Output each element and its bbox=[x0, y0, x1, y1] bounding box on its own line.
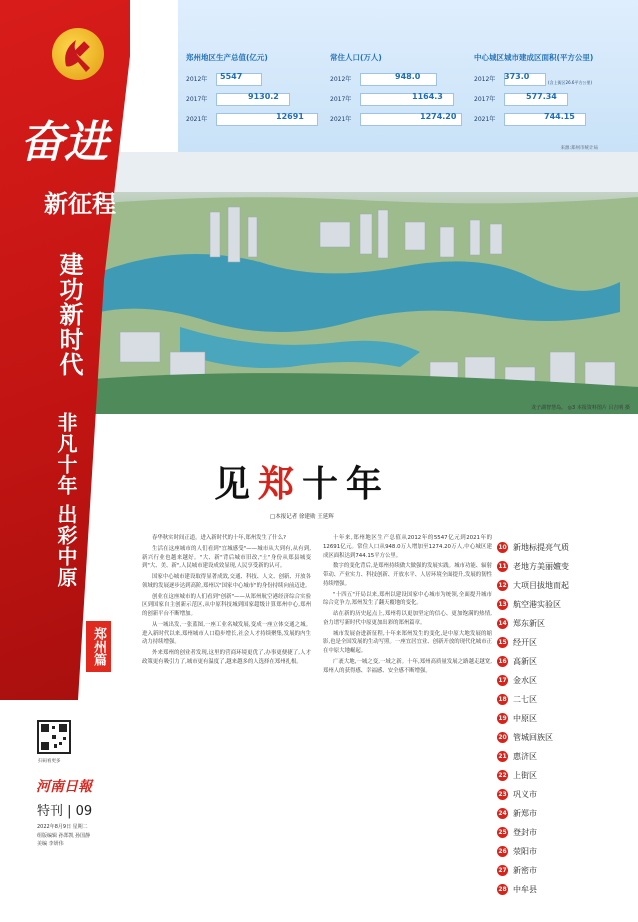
article-paragraph: 广袤大地,一城之变,一域之新。十年,郑州高质量发展之路越走越宽,郑州人的获得感、幸福感、安全感不断增强。 bbox=[323, 658, 492, 674]
toc-page-number: 20 bbox=[498, 734, 507, 741]
toc-label: 中牟县 bbox=[513, 885, 537, 894]
aerial-illustration bbox=[60, 152, 638, 414]
toc-label: 郑东新区 bbox=[513, 619, 545, 628]
toc-label: 中原区 bbox=[513, 714, 537, 723]
section-label: 特刊 | 09 bbox=[37, 804, 93, 819]
byline: □本报记者 徐建勋 王延辉 bbox=[270, 514, 334, 520]
toc-label: 荥阳市 bbox=[513, 847, 537, 856]
stats-source: 来源:郑州市统计局 bbox=[560, 146, 598, 151]
toc-label: 巩义市 bbox=[513, 790, 537, 799]
toc-page-number: 18 bbox=[498, 696, 507, 703]
toc-item[interactable] bbox=[497, 595, 627, 614]
toc-page-number: 19 bbox=[498, 715, 507, 722]
toc-page-number: 24 bbox=[498, 810, 507, 817]
stat-value: 373.0 bbox=[504, 72, 530, 81]
table-of-contents bbox=[497, 538, 627, 899]
article-paragraph: 春华秋实时间正道。进入新时代的十年,郑州发生了什么? bbox=[152, 535, 286, 541]
stat-value: 9130.2 bbox=[248, 92, 279, 101]
toc-item[interactable] bbox=[497, 614, 627, 633]
article-paragraph: 站在新的历史起点上,郑州将以更加坚定的信心、更加饱满的热情,奋力谱写新时代中原更加出彩的郑州篇章。 bbox=[323, 611, 492, 626]
toc-label: 新郑市 bbox=[513, 809, 537, 818]
toc-item[interactable] bbox=[497, 690, 627, 709]
article-paragraph: 创业在这座城市的人们看到"创新"——从郑州航空港经济综合实验区到国家自主创新示范区,从中原科技城到国家超级计算郑州中心,郑州的创新平台不断增加。 bbox=[142, 593, 311, 617]
banner-slogan-feifan: 非凡十年 出彩中原 bbox=[54, 412, 78, 588]
stat-year: 2012年 bbox=[186, 76, 208, 83]
toc-page-number: 11 bbox=[498, 563, 507, 570]
article-paragraph: 从一城出发,一张蓝图,一座工业名城发展,变成一座立体交通之城。进入新时代以来,郑州城市人口稳步增长,社会人才持续聚集,发展的内生动力持续增强。 bbox=[142, 621, 311, 646]
toc-item[interactable] bbox=[497, 766, 627, 785]
stat-year: 2021年 bbox=[474, 116, 496, 123]
stat-year: 2017年 bbox=[186, 96, 208, 103]
stat-year: 2012年 bbox=[330, 76, 352, 83]
article-paragraph: "十四五"开局以来,郑州以建设国家中心城市为统领,全面提升城市综合竞争力,郑州发生了翻天覆地的变化。 bbox=[323, 591, 492, 607]
toc-page-number: 21 bbox=[498, 753, 507, 760]
article-paragraph: 外来郑州的创业者发现,这里的营商环境更优了,办事更便捷了,人才政策更有吸引力了,城市更有温度了,越来越多的人选择在郑州扎根。 bbox=[142, 650, 311, 665]
headline-accent: 郑 bbox=[258, 463, 303, 505]
stat-row bbox=[474, 110, 624, 130]
toc-item[interactable] bbox=[497, 861, 627, 880]
toc-item[interactable] bbox=[497, 633, 627, 652]
toc-label: 航空港实验区 bbox=[513, 600, 561, 609]
toc-label: 高新区 bbox=[513, 657, 537, 666]
toc-page-number: 12 bbox=[498, 582, 507, 589]
statistics-band bbox=[178, 0, 638, 152]
stat-value: 5547 bbox=[220, 72, 243, 81]
toc-page-number: 10 bbox=[498, 544, 507, 551]
aerial-city-photo bbox=[60, 152, 638, 414]
toc-label: 登封市 bbox=[513, 828, 537, 837]
toc-item[interactable] bbox=[497, 557, 627, 576]
toc-label: 新密市 bbox=[513, 866, 537, 875]
toc-label: 金水区 bbox=[513, 676, 537, 685]
toc-item[interactable] bbox=[497, 842, 627, 861]
headline-part1: 见 bbox=[214, 463, 259, 505]
toc-item[interactable] bbox=[497, 576, 627, 595]
toc-page-number: 28 bbox=[498, 886, 507, 893]
toc-item[interactable] bbox=[497, 709, 627, 728]
stat-year: 2021年 bbox=[186, 116, 208, 123]
stat-row bbox=[330, 70, 470, 90]
stat-year: 2017年 bbox=[330, 96, 352, 103]
toc-item[interactable] bbox=[497, 880, 627, 899]
toc-label: 二七区 bbox=[513, 695, 537, 704]
toc-label: 惠济区 bbox=[513, 752, 537, 761]
toc-page-number: 16 bbox=[498, 658, 507, 665]
designer: 美编 李妍伟 bbox=[37, 841, 64, 847]
toc-page-number: 23 bbox=[498, 791, 507, 798]
qr-label: 扫码看更多 bbox=[38, 759, 61, 764]
gdp-stats bbox=[186, 52, 326, 130]
stat-value: 1274.20 bbox=[420, 112, 457, 121]
area-title: 中心城区城市建成区面积(平方公里) bbox=[474, 53, 594, 62]
article-body bbox=[142, 534, 492, 850]
toc-item[interactable] bbox=[497, 747, 627, 766]
toc-page-number: 13 bbox=[498, 601, 507, 608]
toc-page-number: 27 bbox=[498, 867, 507, 874]
gdp-title: 郑州地区生产总值(亿元) bbox=[186, 53, 268, 62]
stat-row bbox=[330, 90, 470, 110]
toc-label: 经开区 bbox=[513, 638, 537, 647]
toc-label: 上街区 bbox=[513, 771, 537, 780]
stat-row bbox=[186, 90, 326, 110]
city-tag-zhengzhou: 郑州篇 bbox=[85, 620, 112, 673]
toc-page-number: 22 bbox=[498, 772, 507, 779]
toc-page-number: 25 bbox=[498, 829, 507, 836]
area-note: (含上街区26.6平方公里) bbox=[548, 80, 593, 85]
banner-slogan-fenjin: 奋进 bbox=[20, 117, 108, 168]
photo-caption: 龙子湖智慧岛。 ◎3 本报资料图片 吕吉明 摄 bbox=[531, 405, 630, 411]
stat-value: 1164.3 bbox=[412, 92, 443, 101]
banner-slogan-jiangong: 建功新时代 bbox=[55, 252, 83, 377]
stat-value: 744.15 bbox=[544, 112, 575, 121]
article-paragraph: 十年来,郑州地区生产总值从2012年的5547亿元到2021年的12691亿元。常住人口从948.0万人增加至1274.20万人,中心城区建成区面积达到744.15平方公里。 bbox=[323, 535, 492, 559]
toc-page-number: 17 bbox=[498, 677, 507, 684]
toc-label: 大项目拔地而起 bbox=[513, 581, 569, 590]
article-paragraph: 城市发展奋进新征程,十年来郑州发生的变化,是中原大地发展的缩影,也是全国发展的生动写照。一座宜居宜业、创新开放的现代化城市正在中原大地崛起。 bbox=[323, 630, 492, 654]
toc-label: 管城回族区 bbox=[513, 733, 553, 742]
headline bbox=[214, 456, 390, 507]
area-stats bbox=[474, 52, 624, 130]
stat-year: 2021年 bbox=[330, 116, 352, 123]
article-paragraph: 国家中心城市建设取得显著成效,交通、科技、人文、创新、开放各领域的发展逐步达到高阶,郑州以"国家中心城市"的身份持续向前迈进。 bbox=[142, 574, 311, 589]
editors: 组版编辑 孙郑凯 孙国静 bbox=[37, 832, 91, 839]
stat-value: 948.0 bbox=[395, 72, 421, 81]
banner-slogan-xinzhengcheng: 新征程 bbox=[44, 190, 116, 218]
headline-part2: 十年 bbox=[302, 463, 391, 505]
stat-year: 2012年 bbox=[474, 76, 496, 83]
article-paragraph: 生活在这座城市的人们看到"宜城感受"——城市从大到有,从有到,新兴行业也越来越好。"大、新"背后城市旧改,"土"身份从郑县城变到"大、美、新",人民城市建设成效显现,人民享受新的认可。 bbox=[142, 545, 311, 570]
toc-item[interactable] bbox=[497, 785, 627, 804]
population-title: 常住人口(万人) bbox=[330, 53, 382, 62]
stat-row bbox=[330, 110, 470, 130]
stat-value: 577.34 bbox=[526, 92, 557, 101]
henan-daily-logo: 河南日報 bbox=[36, 779, 92, 795]
toc-item[interactable] bbox=[497, 538, 627, 557]
population-stats bbox=[330, 52, 470, 130]
masthead-meta bbox=[37, 823, 127, 849]
toc-page-number: 14 bbox=[498, 620, 507, 627]
stat-value: 12691 bbox=[276, 112, 304, 121]
stat-year: 2017年 bbox=[474, 96, 496, 103]
toc-label: 新地标提亮气质 bbox=[513, 543, 569, 552]
toc-label: 老地方美丽嬗变 bbox=[513, 562, 569, 571]
qr-code[interactable] bbox=[37, 720, 71, 754]
toc-item[interactable] bbox=[497, 804, 627, 823]
party-emblem-icon bbox=[52, 28, 104, 80]
toc-page-number: 26 bbox=[498, 848, 507, 855]
stat-row bbox=[186, 70, 326, 90]
toc-item[interactable] bbox=[497, 652, 627, 671]
stat-row bbox=[474, 90, 624, 110]
toc-page-number: 15 bbox=[498, 639, 507, 646]
issue-date: 2022年8月9日 星期二 bbox=[37, 824, 88, 830]
article-paragraph: 数字的变化背后,是郑州持续做大做强的发展实践。城市功能、辐射带动、产业实力、科技创新、开放水平、人居环境全面提升,发展的韧性持续增强。 bbox=[323, 563, 492, 587]
toc-item[interactable] bbox=[497, 728, 627, 747]
stat-row bbox=[186, 110, 326, 130]
toc-item[interactable] bbox=[497, 671, 627, 690]
toc-item[interactable] bbox=[497, 823, 627, 842]
